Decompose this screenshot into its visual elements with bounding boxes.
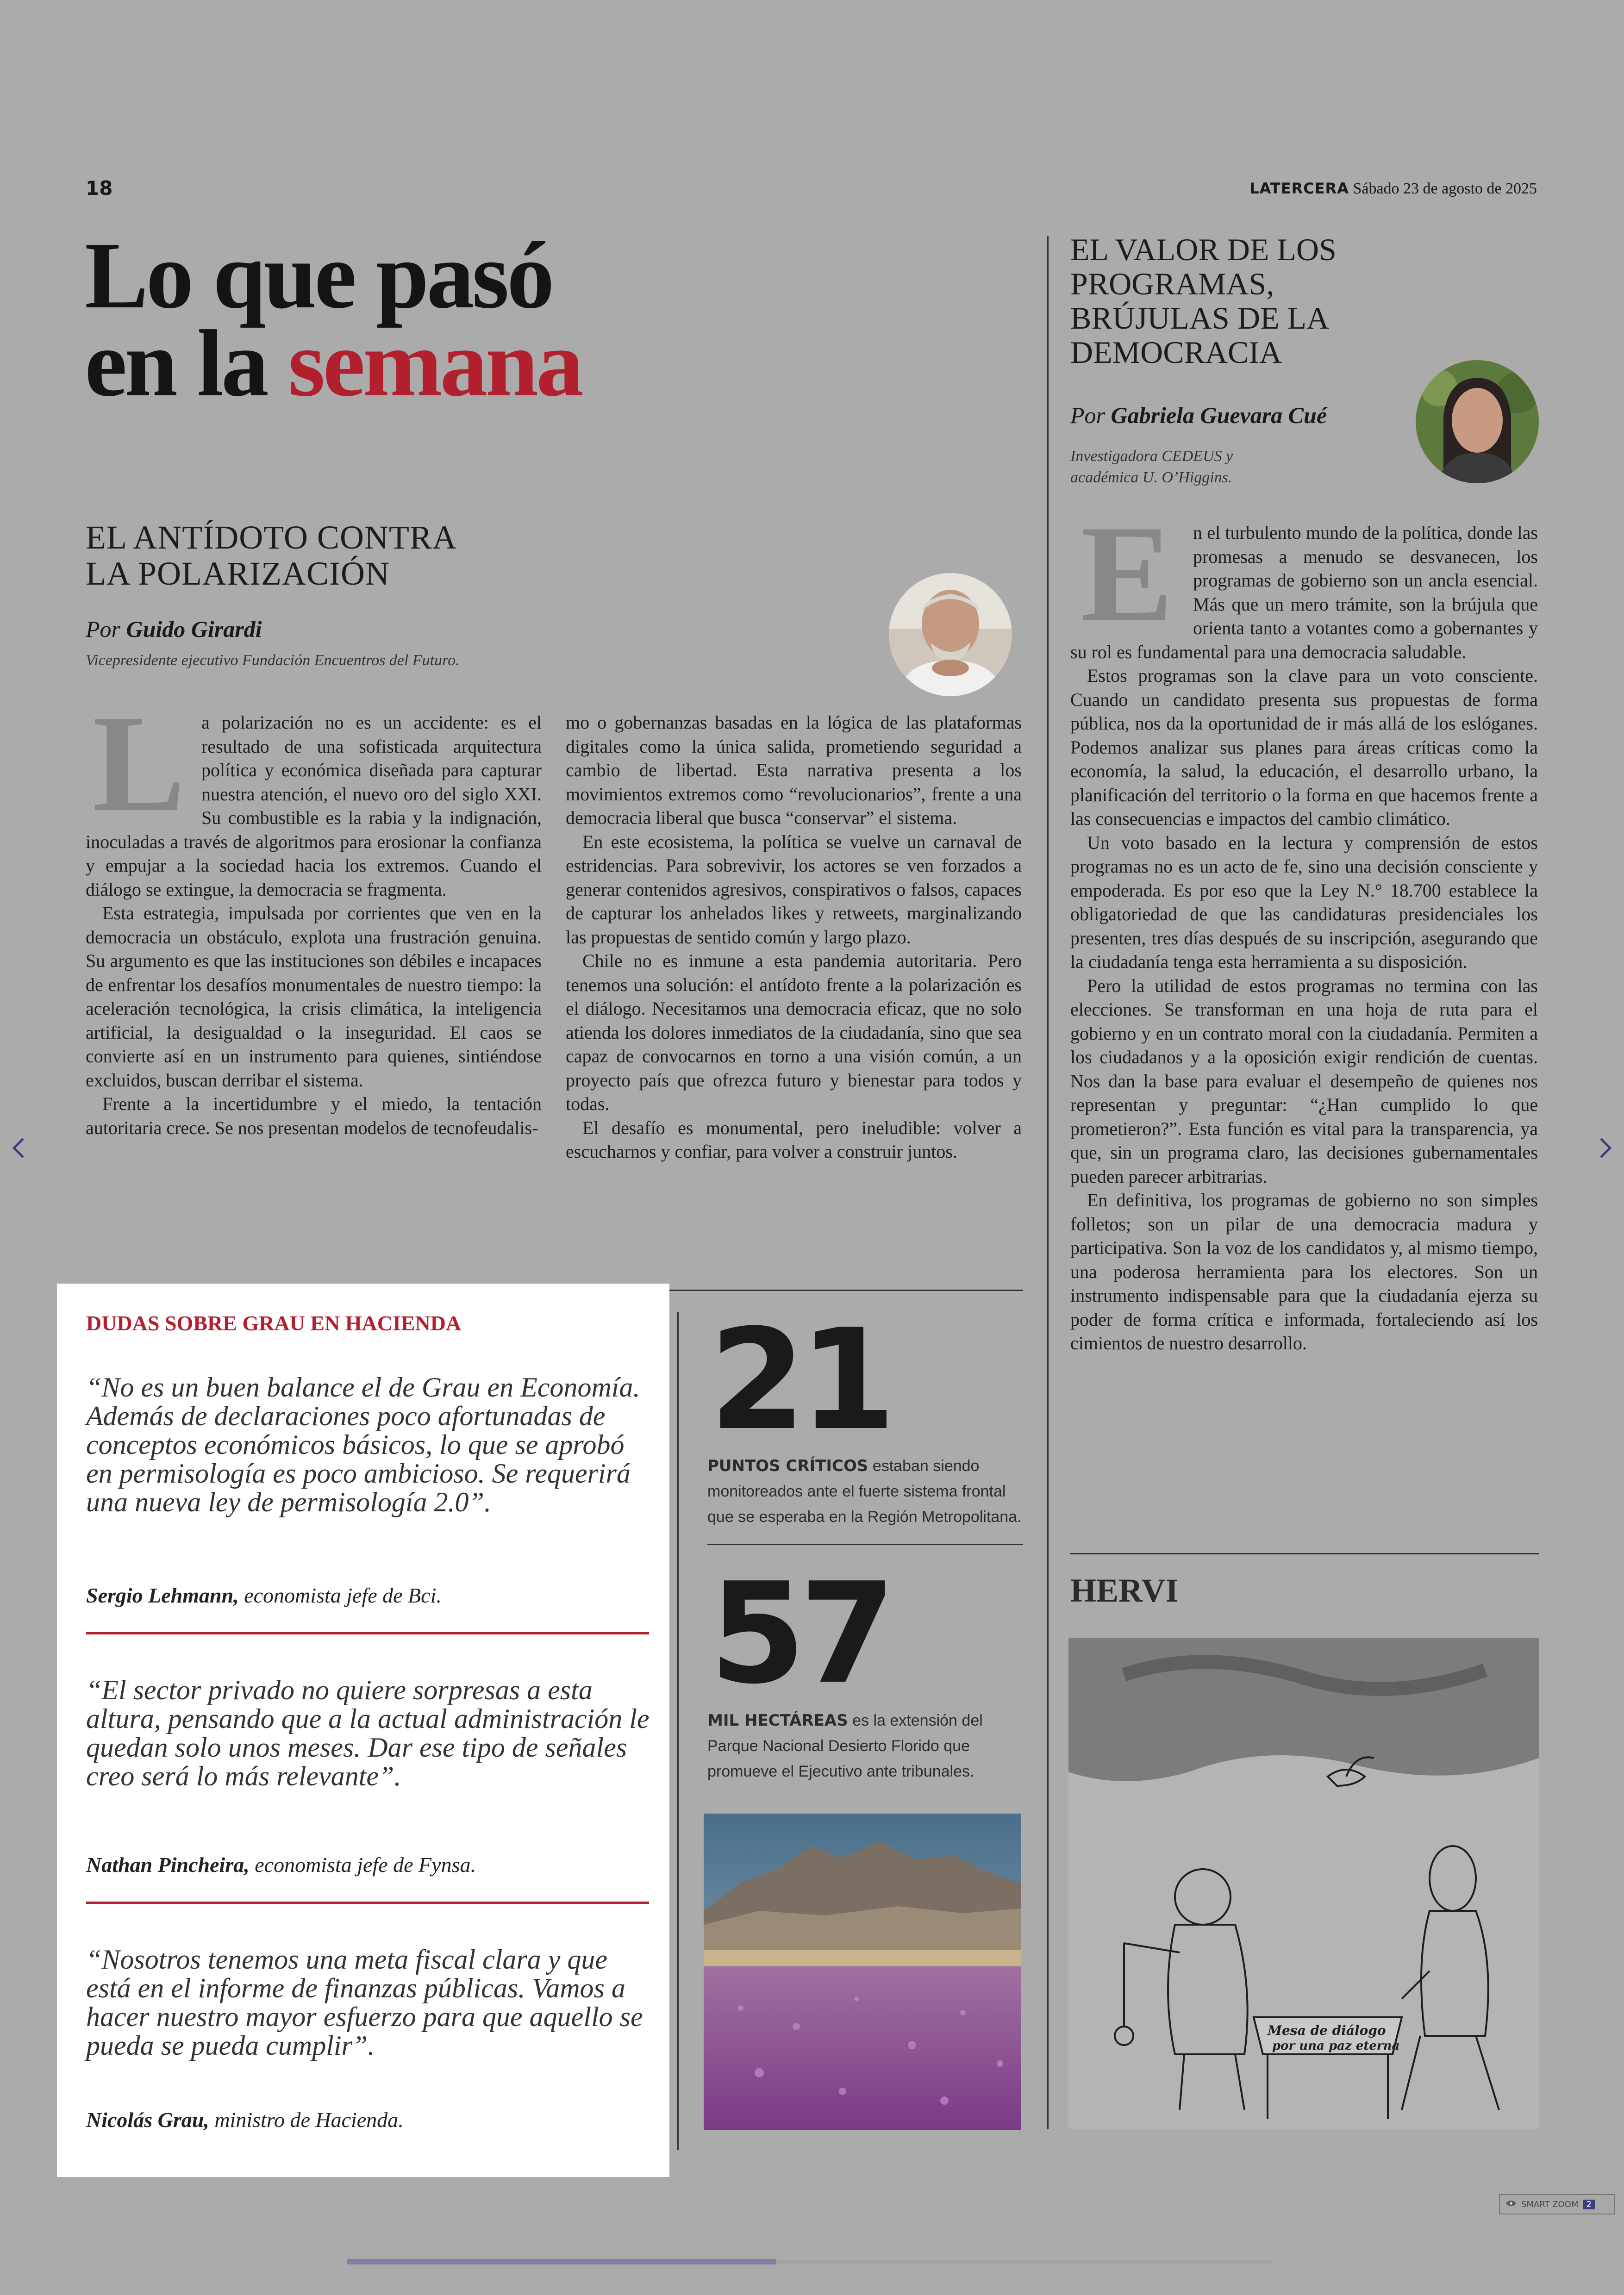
prev-page-button[interactable]	[5, 1129, 32, 1166]
quote-text: “No es un buen balance el de Grau en Economía. Además de declaraciones poco afortunadas de conceptos económicos básicos, lo que se aprobó en permisología es poco ambicioso. Se requerirá una nueva ley de permisología 2.0”.	[86, 1372, 640, 1517]
chevron-right-icon	[1592, 1129, 1619, 1166]
masthead-date: Sábado 23 de agosto de 2025	[1353, 180, 1537, 197]
article-right-title	[1070, 232, 1337, 369]
stat-label: PUNTOS CRÍTICOS	[707, 1457, 868, 1475]
article-left-title-line2: LA POLARIZACIÓN	[86, 555, 390, 592]
stat-text-line: estaban siendo	[872, 1457, 980, 1475]
eye-icon	[1505, 2200, 1517, 2209]
article-right-byline	[1070, 402, 1327, 429]
article-left-author: Guido Girardi	[126, 616, 262, 642]
stat-description	[707, 1708, 1031, 1784]
next-page-button[interactable]	[1592, 1129, 1619, 1166]
red-divider	[86, 1902, 649, 1904]
page-number: 18	[86, 177, 113, 200]
divider	[669, 1290, 1023, 1291]
section-title	[85, 222, 582, 416]
smart-zoom-label: SMART ZOOM	[1521, 2199, 1579, 2209]
quote-author-name: Nicolás Grau,	[86, 2108, 209, 2132]
paragraph: Pero la utilidad de estos programas no termina con las elecciones. Se transforman en una hoja de ruta para el gobierno y en un contrato moral con la ciudadanía. Permiten a los ciudadanos y a la oposición exigir rendición de cuentas. Nos dan la base para evaluar el desempeño de quienes nos representan y preguntar: “¿Han cumplido lo que prometieron?”. Esta función es vital para la transparencia, ya que, sin un programa claro, las decisiones gubernamentales pueden parecer arbitrarias.	[1070, 975, 1538, 1187]
stat-description	[707, 1453, 1031, 1530]
paragraph: mo o gobernanzas basadas en la lógica de las plataformas digitales como la única salida, prometiendo seguridad a cambio de libertad. Esta narrativa presenta a los movimientos extremos como “revolucionarios”, frente a una democracia liberal que busca “conservar” el sistema.	[566, 712, 1022, 828]
article-right-title-line3: BRÚJULAS DE LA	[1070, 300, 1330, 336]
quote-author-role: economista jefe de Fynsa.	[255, 1853, 476, 1877]
author-photo-girardi	[889, 573, 1012, 696]
divider	[1070, 1553, 1539, 1554]
article-right-title-line2: PROGRAMAS,	[1070, 266, 1274, 301]
quote-attribution	[86, 1583, 442, 1608]
stat-label: MIL HECTÁREAS	[707, 1711, 848, 1730]
stat-text-line: promueve el Ejecutivo ante tribunales.	[707, 1763, 974, 1780]
stat-text-line: Parque Nacional Desierto Florido que	[707, 1737, 970, 1755]
dropcap-letter: E	[1081, 497, 1174, 650]
stat-text-line: es la extensión del	[852, 1712, 983, 1729]
quotes-title: DUDAS SOBRE GRAU EN HACIENDA	[86, 1311, 462, 1335]
desert-bloom-photo	[704, 1814, 1021, 2130]
divider	[707, 1544, 1023, 1545]
dropcap-letter: L	[92, 686, 186, 840]
quote-author-name: Nathan Pincheira,	[86, 1853, 250, 1877]
article-right-body	[1070, 497, 1538, 1355]
paragraph: Frente a la incertidumbre y el miedo, la tentación autoritaria crece. Se nos presentan modelos de tecnofeudalis-	[86, 1093, 542, 1138]
stat-number: 21	[709, 1299, 890, 1461]
quote-attribution	[86, 2108, 404, 2132]
masthead-brand: LATERCERA	[1249, 180, 1349, 197]
article-left-column-1	[86, 686, 542, 1140]
paragraph: El desafío es monumental, pero ineludible: volver a escucharnos y confiar, para volver a construir juntos.	[566, 1117, 1022, 1162]
stats-divider	[677, 1312, 679, 2150]
paragraph: a polarización no es un accidente: es el resultado de una sofisticada arquitectura política y económica diseñada para capturar nuestra atención, el nuevo oro del siglo XXI. Su combustible es la rabia y la indignación, inoculadas a través de algoritmos para erosionar la confianza y empujar a la sociedad hacia los extremos. Cuando el diálogo se extingue, la democracia se fragmenta.	[86, 712, 542, 900]
cartoon-sign-line2: por una paz eterna	[1272, 2039, 1400, 2053]
section-title-line1: Lo que pasó	[85, 222, 552, 328]
paragraph: Estos programas son la clave para un voto consciente. Cuando un candidato presenta sus propuestas de forma pública, nos da la oportunidad de ir más allá de los eslóganes. Podemos analizar sus planes para áreas críticas como la economía, la salud, la educación, el desarrollo urbano, la planificación del territorio o la forma en que hacemos frente a las consecuencias e impactos del cambio climático.	[1070, 665, 1538, 829]
page-progress-fill	[347, 2259, 776, 2264]
paragraph: Chile no es inmune a esta pandemia autoritaria. Pero tenemos una solución: el antídoto frente a la polarización es el diálogo. Necesitamos una democracia eficaz, que no solo atienda los dolores inmediatos de la ciudadanía, sino que sea capaz de convocarnos en torno a una visión común, a un proyecto país que ofrezca futuro y bienestar para todos y todas.	[566, 950, 1022, 1114]
role-line: académica U. O’Higgins.	[1070, 469, 1232, 486]
article-left-column-2	[566, 711, 1022, 1164]
author-photo-guevara	[1416, 360, 1539, 483]
chevron-left-icon	[5, 1129, 32, 1166]
stat-text-line: que se esperaba en la Región Metropolitana.	[707, 1508, 1022, 1526]
article-right-title-line1: EL VALOR DE LOS	[1070, 232, 1337, 267]
paragraph: Un voto basado en la lectura y comprensión de estos programas no es un acto de fe, sino una decisión consciente y empoderada. Es por eso que la Ley N.° 18.700 establece la obligatoriedad de que las candidaturas presidenciales los presenten, tres días después de su inscripción, asegurando que la ciudadanía tenga esta herramienta a su disposición.	[1070, 832, 1538, 972]
paragraph: Esta estrategia, impulsada por corrientes que ven en la democracia un obstáculo, explota una frustración genuina. Su argumento es que las instituciones son débiles e incapaces de enfrentar los desafíos monumentales de nuestro tiempo: la aceleración tecnológica, la crisis climática, la inteligencia artificial, la desigualdad o la inseguridad. El caos se convierte así en un instrumento para quienes, sintiéndose excluidos, buscan derribar el sistema.	[86, 903, 542, 1091]
article-left-title	[86, 519, 457, 592]
article-right-role	[1070, 446, 1233, 488]
stat-text-line: monitoreados ante el fuerte sistema frontal	[707, 1483, 1006, 1500]
quote-text: “Nosotros tenemos una meta fiscal clara y que está en el informe de finanzas públicas. Vamos a hacer nuestro mayor esfuerzo para que aquello se pueda se pueda cumplir”.	[86, 1944, 643, 2061]
column-divider	[1047, 236, 1049, 2129]
red-divider	[86, 1632, 649, 1634]
cartoon-title: HERVI	[1070, 1572, 1179, 1609]
article-right-title-line4: DEMOCRACIA	[1070, 335, 1282, 370]
role-line: Investigadora CEDEUS y	[1070, 448, 1233, 465]
paragraph: En definitiva, los programas de gobierno no son simples folletos; son un pilar de una democracia madura y participativa. Son la voz de los candidatos y, al mismo tiempo, una poderosa herramienta para los electores. Son un instrumento indispensable para que la ciudadanía ejerza su poder de forma crítica e informada, fortaleciendo así los cimientos de nuestro desarrollo.	[1070, 1190, 1538, 1353]
editorial-cartoon	[1068, 1638, 1539, 2129]
cartoon-sign-line1: Mesa de diálogo	[1268, 2023, 1386, 2038]
paragraph: En este ecosistema, la política se vuelve un carnaval de estridencias. Para sobrevivir, los actores se ven forzados a generar contenidos agresivos, conspirativos o falsos, capaces de capturar los anhelados likes y retweets, marginalizando las propuestas de sentido común y largo plazo.	[566, 831, 1022, 948]
byline-prefix: Por	[86, 616, 120, 642]
article-left-title-line1: EL ANTÍDOTO CONTRA	[86, 519, 457, 556]
quote-text: “El sector privado no quiere sorpresas a esta altura, pensando que a la actual administración le quedan solo unos meses. Dar ese tipo de señales creo será lo más relevante”.	[86, 1675, 650, 1791]
stat-number: 57	[709, 1553, 890, 1715]
article-left-role: Vicepresidente ejecutivo Fundación Encuentros del Futuro.	[86, 652, 460, 669]
smart-zoom-badge: 2	[1583, 2200, 1594, 2209]
masthead	[1249, 180, 1537, 198]
quote-author-name: Sergio Lehmann,	[86, 1584, 239, 1607]
byline-prefix: Por	[1070, 402, 1105, 428]
section-title-highlight: semana	[288, 310, 582, 416]
section-title-line2	[85, 310, 582, 416]
quote-author-role: economista jefe de Bci.	[244, 1584, 442, 1607]
article-left-byline	[86, 616, 262, 642]
section-title-prefix: en la	[85, 310, 267, 416]
article-right-author: Gabriela Guevara Cué	[1111, 402, 1327, 428]
quote-author-role: ministro de Hacienda.	[214, 2108, 404, 2132]
smart-zoom-button[interactable]	[1499, 2194, 1615, 2214]
paragraph: n el turbulento mundo de la política, donde las promesas a menudo se desvanecen, los programas de gobierno son un ancla esencial. Más que un mero trámite, son la brújula que orienta tanto a votantes como a gobernantes y su rol es fundamental para una democracia saludable.	[1070, 522, 1538, 662]
quote-attribution	[86, 1852, 476, 1877]
